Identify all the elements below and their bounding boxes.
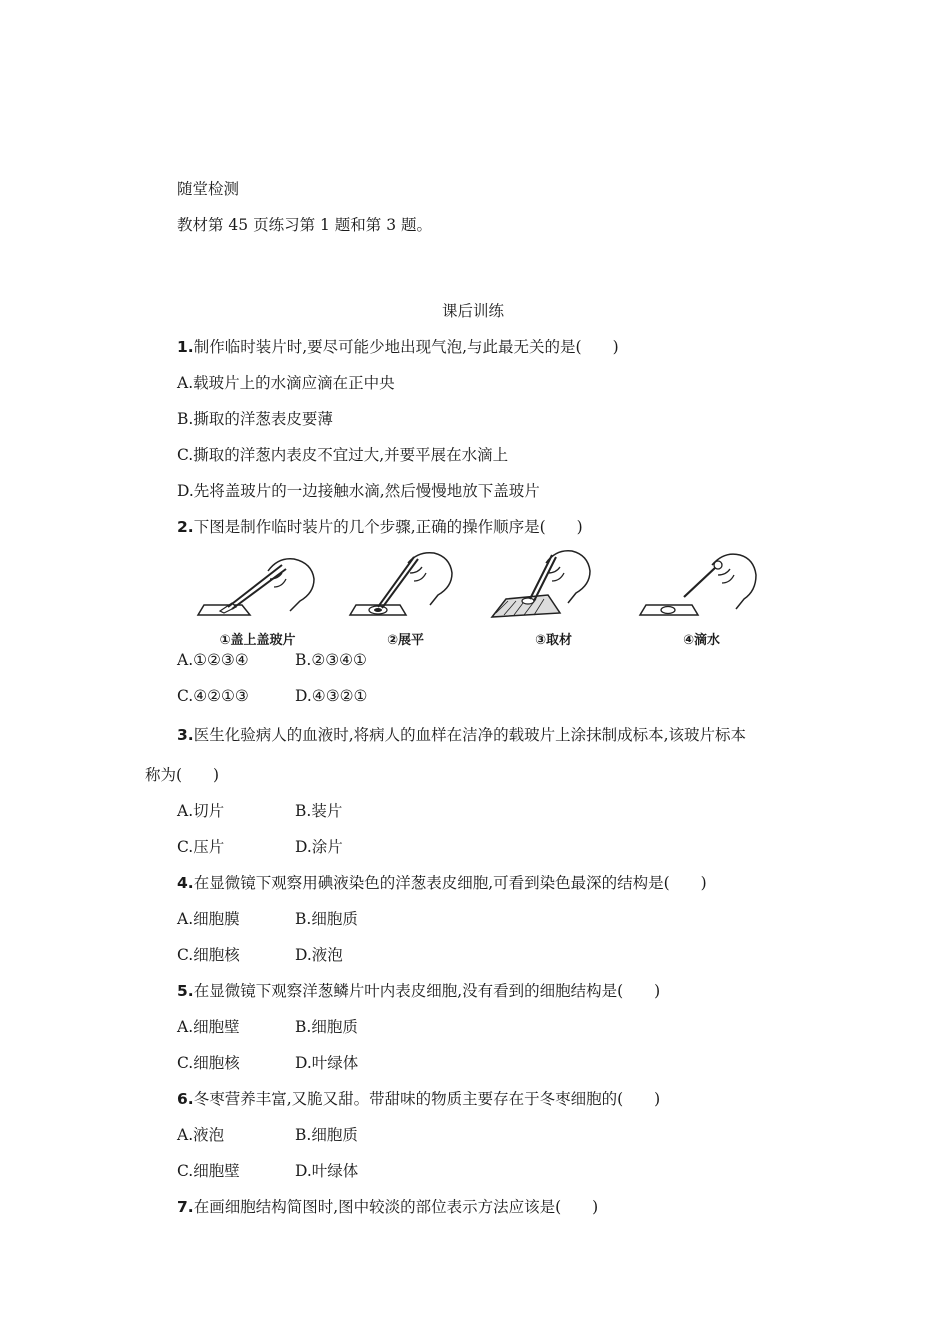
- question-text: 医生化验病人的血液时,将病人的血样在洁净的载玻片上涂抹制成标本,该玻片标本: [193, 726, 747, 744]
- question-5: [177, 979, 660, 1001]
- option: C.④②①③: [177, 687, 249, 705]
- section-text-textbook-ref: 教材第 45 页练习第 1 题和第 3 题。: [177, 216, 433, 234]
- question-text: 在显微镜下观察用碘液染色的洋葱表皮细胞,可看到染色最深的结构是( ): [193, 874, 707, 892]
- question-number: 3.: [177, 726, 194, 744]
- question-number: 5.: [177, 982, 194, 1000]
- option-row: [177, 1123, 358, 1145]
- question-2: [177, 515, 583, 537]
- step-label: ①盖上盖玻片: [219, 633, 296, 648]
- step-spread-illustration: [338, 543, 473, 653]
- option: B.②③④①: [295, 651, 367, 669]
- option: D.叶绿体: [295, 1054, 359, 1072]
- question-4: [177, 871, 707, 893]
- option: C.细胞核: [177, 946, 240, 964]
- section-title-in-class-check: 随堂检测: [177, 180, 240, 198]
- question-text: 冬枣营养丰富,又脆又甜。带甜味的物质主要存在于冬枣细胞的( ): [193, 1090, 661, 1108]
- question-number: 4.: [177, 874, 194, 892]
- option: D.液泡: [295, 946, 343, 964]
- option-row: [177, 687, 368, 705]
- slide-preparation-steps-figure: [190, 543, 760, 653]
- option-row: [177, 943, 343, 965]
- option: A.细胞壁: [177, 1018, 240, 1036]
- step-cover-slip-illustration: [190, 543, 325, 653]
- option-row: [177, 1051, 359, 1073]
- option: B.细胞质: [295, 1126, 358, 1144]
- option: C.压片: [177, 838, 225, 856]
- option: D.先将盖玻片的一边接触水滴,然后慢慢地放下盖玻片: [177, 482, 540, 500]
- question-number: 2.: [177, 518, 194, 536]
- question-number: 7.: [177, 1198, 194, 1216]
- option: B.装片: [295, 802, 343, 820]
- step-label: ④滴水: [682, 633, 720, 648]
- step-take-material-illustration: [486, 543, 621, 653]
- option: A.液泡: [177, 1126, 225, 1144]
- question-3: [177, 723, 746, 745]
- step-drop-water-illustration: [634, 543, 769, 653]
- question-7: [177, 1195, 598, 1217]
- option: D.涂片: [295, 838, 343, 856]
- option: B.撕取的洋葱表皮要薄: [177, 410, 333, 428]
- option: A.载玻片上的水滴应滴在正中央: [177, 374, 395, 392]
- step-label: ②展平: [386, 633, 424, 648]
- step-label: ③取材: [534, 633, 572, 648]
- option: D.④③②①: [295, 687, 368, 705]
- option: A.①②③④: [177, 651, 249, 669]
- option-row: [177, 651, 367, 669]
- option: C.撕取的洋葱内表皮不宜过大,并要平展在水滴上: [177, 446, 509, 464]
- option: C.细胞核: [177, 1054, 240, 1072]
- question-text: 制作临时装片时,要尽可能少地出现气泡,与此最无关的是( ): [193, 338, 619, 356]
- question-text: 在显微镜下观察洋葱鳞片叶内表皮细胞,没有看到的细胞结构是( ): [193, 982, 661, 1000]
- option: B.细胞质: [295, 910, 358, 928]
- option-row: [177, 907, 358, 929]
- option: A.切片: [177, 802, 225, 820]
- option-row: [177, 1159, 359, 1181]
- question-text-continued: 称为( ): [145, 766, 220, 784]
- option-row: [177, 835, 343, 857]
- option-row: [177, 1015, 358, 1037]
- question-6: [177, 1087, 660, 1109]
- section-title-after-class: 课后训练: [442, 302, 505, 320]
- question-number: 6.: [177, 1090, 194, 1108]
- option: A.细胞膜: [177, 910, 240, 928]
- option: B.细胞质: [295, 1018, 358, 1036]
- question-1: [177, 335, 619, 357]
- option: C.细胞壁: [177, 1162, 240, 1180]
- question-text: 下图是制作临时装片的几个步骤,正确的操作顺序是( ): [193, 518, 583, 536]
- option: D.叶绿体: [295, 1162, 359, 1180]
- option-row: [177, 799, 343, 821]
- question-number: 1.: [177, 338, 194, 356]
- question-text: 在画细胞结构简图时,图中较淡的部位表示方法应该是( ): [193, 1198, 599, 1216]
